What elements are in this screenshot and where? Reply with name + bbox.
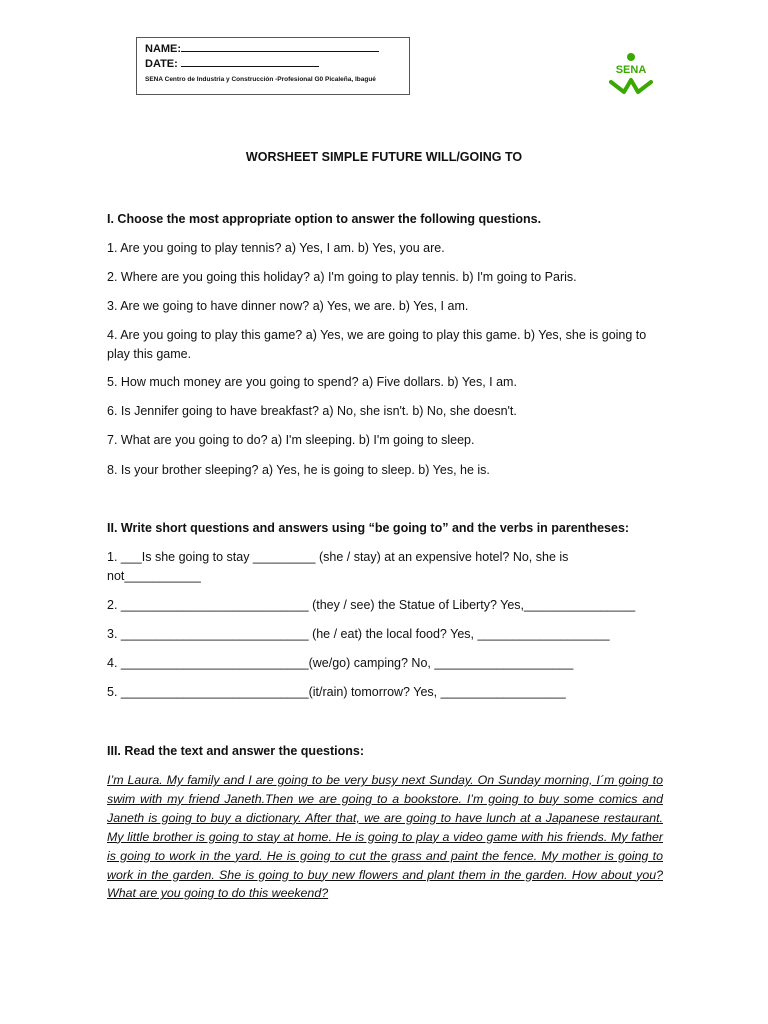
exercise-1: 1. ___Is she going to stay _________ (she / stay) at an expensive hotel? No, she is not___________ <box>107 550 569 583</box>
logo-figure <box>611 80 651 92</box>
date-label: DATE: <box>145 58 178 70</box>
exercise-3: 3. ___________________________ (he / eat) the local food? Yes, ___________________ <box>107 627 610 641</box>
name-label: NAME: <box>145 43 182 55</box>
reading-text: I’m Laura. My family and I are going to be very busy next Sunday. On Sunday morning, I´m going to swim with my friend Janeth.Then we are going to a bookstore. I’m going to buy some comics and Janeth is going to buy a dictionary. After that, we are going to have lunch at a Japanese restaurant. My little brother is going to stay at home. He is going to play a video game with his friends. My father is going to work in the yard. He is going to cut the grass and paint the fence. My mother is going to work in the garden. She is going to buy new flowers and plant them in the garden. How about you? What are you going to do this weekend? <box>107 773 663 901</box>
exercise-5: 5. ___________________________(it/rain) tomorrow? Yes, __________________ <box>107 685 566 699</box>
question-6: 6. Is Jennifer going to have breakfast? a) No, she isn't. b) No, she doesn't. <box>107 404 517 418</box>
date-blank[interactable] <box>181 56 319 67</box>
question-1: 1. Are you going to play tennis? a) Yes, I am. b) Yes, you are. <box>107 241 445 255</box>
exercise-4: 4. ___________________________(we/go) camping? No, ____________________ <box>107 656 574 670</box>
question-2: 2. Where are you going this holiday? a) I'm going to play tennis. b) I'm going to Paris. <box>107 270 577 284</box>
sena-logo <box>606 52 656 98</box>
institution-text: SENA Centro de Industria y Construcción -Profesional G0 Picaleña, Ibagué <box>145 76 376 83</box>
question-7: 7. What are you going to do? a) I'm sleeping. b) I'm going to sleep. <box>107 433 475 447</box>
name-blank[interactable] <box>181 41 379 52</box>
date-field <box>145 56 401 71</box>
header-box <box>136 37 410 95</box>
exercise-2: 2. ___________________________ (they / see) the Statue of Liberty? Yes,________________ <box>107 598 636 612</box>
page-title: WORSHEET SIMPLE FUTURE WILL/GOING TO <box>245 150 523 164</box>
section1-heading: I. Choose the most appropriate option to answer the following questions. <box>107 212 542 226</box>
section2-heading: II. Write short questions and answers using “be going to” and the verbs in parentheses: <box>107 521 630 535</box>
logo-dot <box>627 53 635 61</box>
question-3: 3. Are we going to have dinner now? a) Yes, we are. b) Yes, I am. <box>107 299 469 313</box>
question-4: 4. Are you going to play this game? a) Yes, we are going to play this game. b) Yes, she is going to play this game. <box>107 328 647 361</box>
question-5: 5. How much money are you going to spend? a) Five dollars. b) Yes, I am. <box>107 375 517 389</box>
section3-heading: III. Read the text and answer the questions: <box>107 744 364 758</box>
question-8: 8. Is your brother sleeping? a) Yes, he is going to sleep. b) Yes, he is. <box>107 463 490 477</box>
name-field <box>145 41 401 56</box>
logo-text: SENA <box>615 64 647 76</box>
